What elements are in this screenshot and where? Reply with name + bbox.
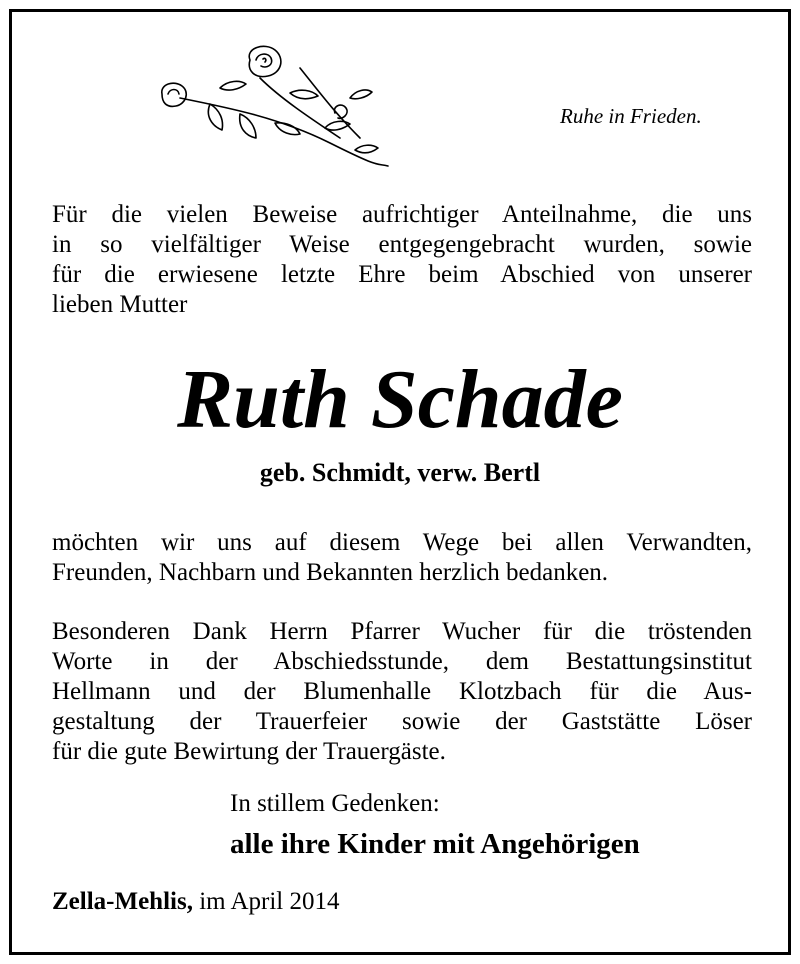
deceased-name: Ruth Schade: [177, 353, 623, 446]
special-thanks-line: Besonderen Dank Herrn Pfarrer Wucher für die tröstenden: [52, 618, 752, 645]
intro-line: in so vielfältiger Weise entgegengebracht wurden, sowie: [52, 231, 752, 258]
date: im April 2014: [192, 888, 340, 915]
signers: alle ihre Kinder mit Angehörigen: [230, 828, 640, 860]
motto: Ruhe in Frieden.: [560, 104, 702, 128]
intro-text: [52, 200, 752, 320]
maiden-name: geb. Schmidt, verw. Bertl: [259, 458, 541, 487]
special-thanks-line: Hellmann und der Blumenhalle Klotzbach für die Aus-: [52, 678, 752, 705]
remembrance-text: In stillem Gedenken:: [230, 790, 440, 817]
intro-line: Für die vielen Beweise aufrichtiger Anteilnahme, die uns: [52, 201, 752, 228]
thanks-text: [52, 528, 752, 588]
special-thanks-line: Worte in der Abschiedsstunde, dem Bestattungsinstitut: [52, 648, 752, 675]
rose-branch-icon: [150, 38, 400, 178]
intro-line: lieben Mutter: [52, 291, 188, 318]
place-date: [52, 888, 340, 916]
place: Zella-Mehlis,: [52, 888, 193, 915]
special-thanks-line: gestaltung der Trauerfeier sowie der Gaststätte Löser: [52, 708, 752, 735]
special-thanks-text: [52, 617, 752, 767]
thanks-line: möchten wir uns auf diesem Wege bei allen Verwandten,: [52, 529, 752, 556]
thanks-line: Freunden, Nachbarn und Bekannten herzlich bedanken.: [52, 559, 609, 586]
intro-line: für die erwiesene letzte Ehre beim Abschied von unserer: [52, 261, 752, 288]
special-thanks-line: für die gute Bewirtung der Trauergäste.: [52, 738, 446, 765]
